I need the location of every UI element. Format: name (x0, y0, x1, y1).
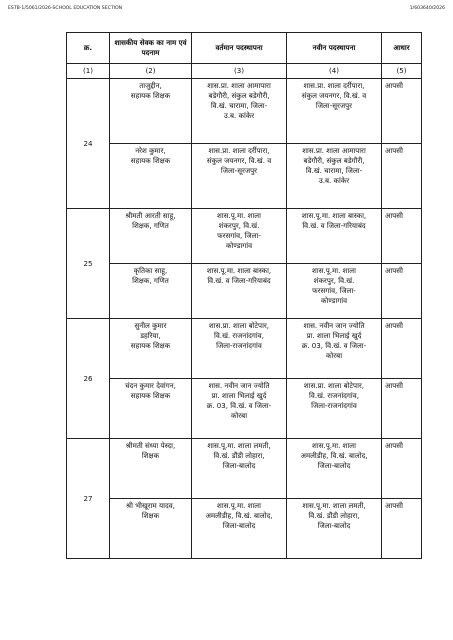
table-row (67, 79, 422, 144)
new-posting-cell: शास.पू.मा. शाला अमलीडीह, वि.खं. बालोद, जिला-बालोद (287, 439, 382, 499)
new-posting-cell: शास.प्रा. शाला बोटेपार, वि.खं. राजनांदगांव, जिला-राजनांदगांव (287, 379, 382, 439)
basis-cell: आपसी (382, 379, 422, 439)
new-posting-cell: शास.प्रा. शाला दर्रीपारा, संकुल जयनगर, वि.खं. व जिला-सूरजपुर (287, 79, 382, 144)
current-posting-cell: शास. नवीन जान ज्योति प्रा. शाला भिलाई खुर्द क्र. 03, वि.खं. व जिला- कोरबा (192, 379, 287, 439)
col-header-current-posting: वर्तमान पदस्थापना (192, 33, 287, 64)
new-posting-cell: शास.पू.मा. शाला बास्का, वि.खं. व जिला-गरियाबंद (287, 209, 382, 264)
employee-name-cell: श्री भीखूराम यादव, शिक्षक (110, 499, 192, 559)
employee-name-cell: सुनील कुमार डहरिया, सहायक शिक्षक (110, 319, 192, 379)
table-header-row (67, 33, 422, 64)
basis-cell: आपसी (382, 209, 422, 264)
new-posting-cell: शास.पू.मा. शाला लमती, वि.खं. डौंडी लोहारा, जिला-बालोद (287, 499, 382, 559)
new-posting-cell: शास. नवीन जान ज्योति प्रा. शाला भिलाई खुर्द क्र. 03, वि.खं. व जिला- कोरबा (287, 319, 382, 379)
basis-cell: आपसी (382, 264, 422, 319)
col-header-sr: क्र. (67, 33, 110, 64)
col-number: (5) (382, 64, 422, 79)
basis-cell: आपसी (382, 499, 422, 559)
employee-name-cell: कृतिका साहू, शिक्षक, गणित (110, 264, 192, 319)
current-posting-cell: शास.पू.मा. शाला बास्का, वि.खं. व जिला-गरियाबंद (192, 264, 287, 319)
page-header (0, 6, 453, 18)
column-number-row (67, 64, 422, 79)
current-posting-cell: शास.प्रा. शाला दर्रीपारा, संकुल जयनगर, वि.खं. व जिला-सूरजपुर (192, 144, 287, 209)
col-header-basis: आधार (382, 33, 422, 64)
table-row (67, 379, 422, 439)
col-number: (4) (287, 64, 382, 79)
current-posting-cell: शास.पू.मा. शाला अमलीडीह, वि.खं. बालोद, जिला-बालोद (192, 499, 287, 559)
basis-cell: आपसी (382, 144, 422, 209)
table-row (67, 439, 422, 499)
employee-name-cell: श्रीमती आरती साहू, शिक्षक, गणित (110, 209, 192, 264)
col-number: (2) (110, 64, 192, 79)
basis-cell: आपसी (382, 319, 422, 379)
col-header-new-posting: नवीन पदस्थापना (287, 33, 382, 64)
document-number: 1/603640/2026 (409, 6, 445, 11)
col-number: (3) (192, 64, 287, 79)
table-row (67, 319, 422, 379)
current-posting-cell: शास.पू.मा. शाला शंकरपुर, वि.खं. फरसगांव, जिला- कोण्डागांव (192, 209, 287, 264)
serial-number: 25 (67, 209, 110, 319)
employee-name-cell: नरेश कुमार, सहायक शिक्षक (110, 144, 192, 209)
col-number: (1) (67, 64, 110, 79)
current-posting-cell: शास.प्रा. शाला आमापारा बडेगौरी, संकुल बडेगौरी, वि.खं. चारामा, जिला- उ.ब. कांकेर (192, 79, 287, 144)
table-row (67, 209, 422, 264)
employee-name-cell: ताजुद्दीन, सहायक शिक्षक (110, 79, 192, 144)
table-row (67, 499, 422, 559)
basis-cell: आपसी (382, 439, 422, 499)
employee-name-cell: श्रीमती संध्या पेस्दा, शिक्षक (110, 439, 192, 499)
current-posting-cell: शास.पू.मा. शाला लमती, वि.खं. डौंडी लोहारा, जिला-बालोद (192, 439, 287, 499)
current-posting-cell: शास.प्रा. शाला बोटेपार, वि.खं. राजनांदगांव, जिला-राजनांदगांव (192, 319, 287, 379)
file-reference: ESTB-1/5061/2026-SCHOOL EDUCATION SECTION (8, 6, 123, 11)
table-row (67, 144, 422, 209)
serial-number: 26 (67, 319, 110, 439)
serial-number: 24 (67, 79, 110, 209)
col-header-name: शासकीय सेवक का नाम एवं पदनाम (110, 33, 192, 64)
transfer-table (66, 32, 422, 559)
table-row (67, 264, 422, 319)
new-posting-cell: शास.प्रा. शाला आमापारा बडेगौरी, संकुल बडेगौरी, वि.खं. चारामा, जिला- उ.ब. कांकेर (287, 144, 382, 209)
new-posting-cell: शास.पू.मा. शाला शंकरपुर, वि.खं. फरसगांव, जिला- कोण्डागांव (287, 264, 382, 319)
basis-cell: आपसी (382, 79, 422, 144)
employee-name-cell: चंदन कुमार देवांगन, सहायक शिक्षक (110, 379, 192, 439)
serial-number: 27 (67, 439, 110, 559)
